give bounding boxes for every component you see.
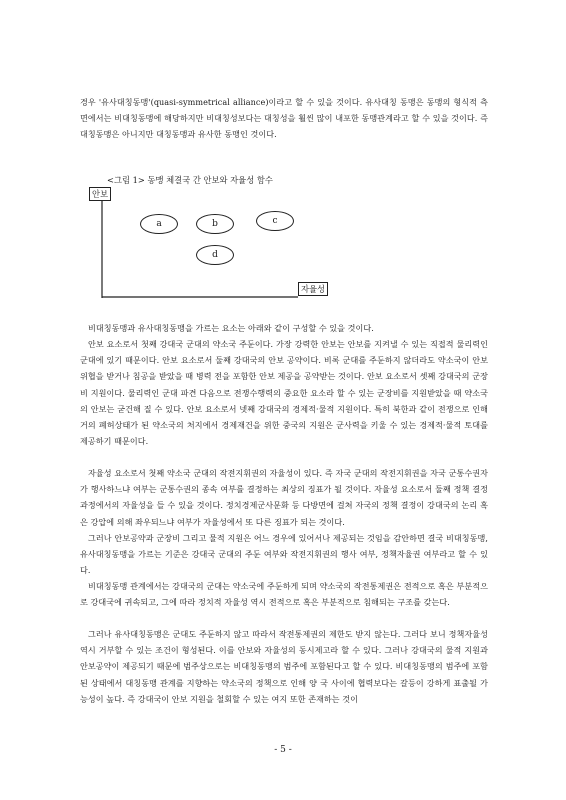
- body-paragraph-6: 그러나 유사대칭동맹은 군대도 주둔하지 않고 따라서 작전통제권의 제한도 받지 않는다. 그러다 보니 정책자율성 역시 거부할 수 있는 조건이 형성된다. 이를 안보와 자율성의 동시제고라 할 수 있다. 그러나 강대국의 물적 지원과 안보공약이 제공되기 때문에 범주상으로는 비대칭동맹의 범주에 포함된다고 할 수 있다. 비대칭동맹의 범주에 포함된 상태에서 대칭동맹 관계를 지향하는 약소국의 정책으로 인해 양 국 사이에 협력보다는 갈등이 강하게 표출될 가능성이 높다. 즉 강대국이 안보 지원을 철회할 수 있는 여지 또한 존재하는 것이: [80, 629, 488, 704]
- node-b: b: [196, 214, 234, 234]
- body-paragraph-1: 비대칭동맹과 유사대칭동맹을 가르는 요소는 아래와 같이 구성할 수 있을 것이다.: [88, 323, 374, 333]
- y-axis-label: 안보: [89, 187, 111, 201]
- body-paragraph-2: 안보 요소로서 첫째 강대국 군대의 약소국 주둔이다. 가장 강력한 안보는 안보를 지켜낼 수 있는 직접적 물리력인 군대에 있기 때문이다. 안보 요소로서 둘째 강대국의 안보 공약이다. 비록 군대를 주둔하지 않더라도 약소국이 안보 위협을 받거나 침공을 받았을 때 병력 전을 포함한 안보 제공을 공약받는 것이다. 안보 요소로서 셋째 강대국의 군장비 지원이다. 물리력인 군대 파견 다음으로 전쟁수행력의 중요한 요소라 할 수 있는 군장비를 지원받았을 때 약소국의 안보는 굳건해 질 수 있다. 안보 요소로서 넷째 강대국의 경제적·물적 지원이다. 특히 북한과 같이 전쟁으로 인해 거의 폐허상태가 된 약소국의 처지에서 경제재건을 위한 중국의 지원은 군사력을 키울 수 있는 경제적·물적 토대를 제공하기 때문이다.: [80, 339, 488, 447]
- body-paragraph-3: 자율성 요소로서 첫째 약소국 군대의 작전지휘권의 자율성이 있다. 즉 자국 군대의 작전지휘권을 자국 군통수권자가 행사하느냐 여부는 군통수권의 종속 여부를 결정하는 최상의 징표가 될 것이다. 자율성 요소로서 둘째 정책 결정 과정에서의 자율성을 들 수 있을 것이다. 정치경제군사문화 등 다방면에 걸쳐 자국의 정책 결정이 강대국의 논리 혹은 강압에 의해 좌우되느냐 여부가 자율성에서 또 다른 징표가 되는 것이다.: [80, 468, 488, 527]
- node-a: a: [140, 214, 178, 234]
- page-number: - 5 -: [274, 745, 292, 755]
- x-axis-label: 자율성: [298, 282, 328, 296]
- body-paragraph-5: 비대칭동맹 관계에서는 강대국의 군대는 약소국에 주둔하게 되며 약소국의 작전통제권은 전적으로 혹은 부분적으로 강대국에 귀속되고, 그에 따라 정치적 자율성 역시 전적으로 혹은 부분적으로 침해되는 구조를 갖는다.: [80, 581, 488, 608]
- node-d: d: [196, 245, 234, 265]
- intro-paragraph: 경우 '유사대칭동맹'(quasi-symmetrical alliance)이라고 할 수 있을 것이다. 유사대칭 동맹은 동맹의 형식적 측면에서는 비대칭동맹에 해당하지만 비대칭성보다는 대칭성을 훨씬 많이 내포한 동맹관계라고 할 수 있을 것이다. 즉 대칭동맹은 아니지만 대칭동맹과 유사한 동맹인 것이다.: [80, 97, 488, 140]
- figure-caption: <그림 1> 동맹 체결국 간 안보와 자율성 함수: [107, 175, 273, 185]
- body-paragraph-4: 그러나 안보공약과 군장비 그리고 물적 지원은 어느 경우에 있어서나 제공되는 것임을 감안하면 결국 비대칭동맹, 유사대칭동맹을 가르는 기준은 강대국 군대의 주둔 여부와 작전지휘권의 행사 여부, 정책자율권 여부라고 할 수 있다.: [80, 533, 488, 576]
- node-c: c: [256, 211, 294, 231]
